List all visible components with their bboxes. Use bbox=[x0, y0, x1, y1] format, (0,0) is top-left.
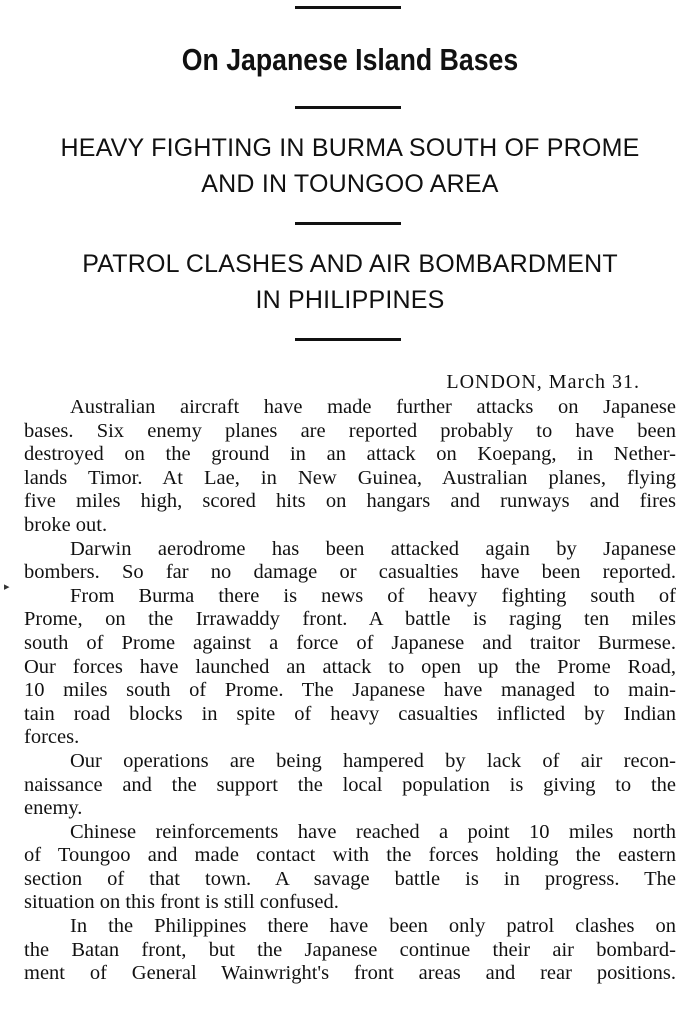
article-line: the Batan front, but the Japanese continue their air bombard- bbox=[24, 938, 676, 961]
article-line: lands Timor. At Lae, in New Guinea, Australian planes, flying bbox=[24, 466, 676, 489]
article-line: forces. bbox=[24, 726, 80, 749]
article-line: Darwin aerodrome has been attacked again by Japanese bbox=[70, 537, 676, 560]
top-rule bbox=[295, 6, 401, 9]
subheadline-philippines-line-1: PATROL CLASHES AND AIR BOMBARDMENT bbox=[82, 250, 618, 278]
article-line: naissance and the support the local population is giving to the bbox=[24, 773, 676, 796]
article-line: 10 miles south of Prome. The Japanese have managed to main- bbox=[24, 679, 676, 702]
article-line: section of that town. A savage battle is in progress. The bbox=[24, 867, 676, 890]
subheadline-burma-line-2: AND IN TOUNGOO AREA bbox=[201, 170, 499, 198]
subheadline-philippines-line-2: IN PHILIPPINES bbox=[255, 286, 445, 314]
article-line: In the Philippines there have been only patrol clashes on bbox=[70, 915, 676, 938]
subheadline-burma-line-1: HEAVY FIGHTING IN BURMA SOUTH OF PROME bbox=[60, 134, 640, 162]
article-line: destroyed on the ground in an attack on Koepang, in Nether- bbox=[24, 443, 676, 466]
rule-after-philippines-subhead bbox=[295, 338, 401, 341]
article-line: Chinese reinforcements have reached a point 10 miles north bbox=[70, 820, 676, 843]
article-body bbox=[24, 396, 676, 986]
rule-after-headline bbox=[295, 106, 401, 109]
subheadline-philippines bbox=[0, 246, 700, 318]
article-line: enemy. bbox=[24, 797, 83, 820]
rule-after-burma-subhead bbox=[295, 222, 401, 225]
headline: On Japanese Island Bases bbox=[181, 42, 519, 77]
article-line: Our operations are being hampered by lack of air recon- bbox=[70, 749, 676, 772]
article-line: south of Prome against a force of Japanese and traitor Burmese. bbox=[24, 631, 676, 654]
article-line: tain road blocks in spite of heavy casualties inflicted by Indian bbox=[24, 702, 676, 725]
dateline: LONDON, March 31. bbox=[446, 371, 640, 393]
article-line: five miles high, scored hits on hangars and runways and fires bbox=[24, 490, 676, 513]
article-line: ment of General Wainwright's front areas and rear positions. bbox=[24, 962, 676, 985]
article-line: of Toungoo and made contact with the forces holding the eastern bbox=[24, 844, 676, 867]
article-line: situation on this front is still confused. bbox=[24, 891, 339, 914]
article-line: Australian aircraft have made further attacks on Japanese bbox=[70, 396, 676, 418]
article-line: broke out. bbox=[24, 513, 108, 536]
article-line: bombers. So far no damage or casualties have been reported. bbox=[24, 561, 676, 584]
margin-mark: ▸ bbox=[4, 580, 10, 593]
article-line: From Burma there is news of heavy fighting south of bbox=[70, 584, 676, 607]
article-line: Our forces have launched an attack to open up the Prome Road, bbox=[24, 655, 676, 678]
article-line: Prome, on the Irrawaddy front. A battle is raging ten miles bbox=[24, 608, 676, 631]
subheadline-burma bbox=[0, 130, 700, 202]
article-line: bases. Six enemy planes are reported probably to have been bbox=[24, 419, 676, 442]
